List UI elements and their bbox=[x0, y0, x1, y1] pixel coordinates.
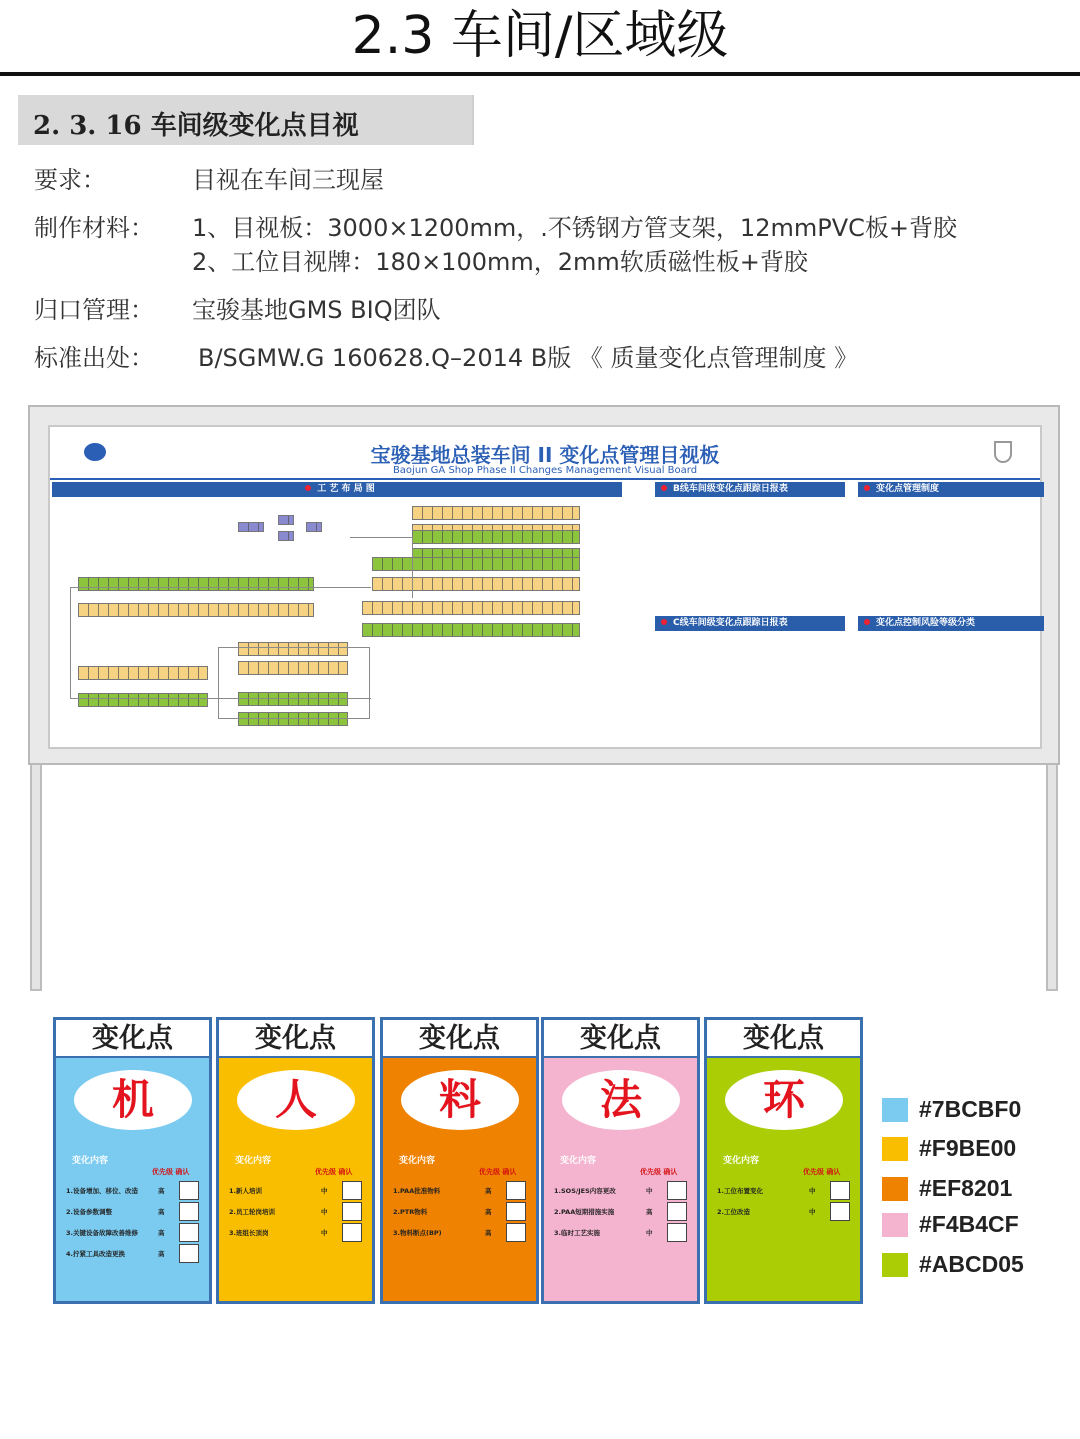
legend-swatch bbox=[882, 1177, 908, 1201]
field-value: 目视在车间三现屋 bbox=[192, 166, 384, 194]
card-item: 1.PAA批准物料 bbox=[393, 1187, 441, 1195]
layout-section-title: 工 艺 布 局 图 bbox=[317, 484, 375, 494]
card-content-label: 变化内容 bbox=[235, 1156, 272, 1166]
card-item: 3.班组长顶岗 bbox=[229, 1229, 269, 1237]
card-item-level: 高 bbox=[158, 1250, 165, 1258]
card-column-headers: 优先级 确认 bbox=[479, 1168, 517, 1176]
board-subtitle: Baojun GA Shop Phase II Changes Management Visual Board bbox=[392, 465, 698, 476]
card-item: 1.设备增加、移位、改造 bbox=[66, 1187, 138, 1195]
legend-swatch bbox=[882, 1137, 908, 1161]
field-label: 归口管理： bbox=[34, 296, 154, 324]
card-item-checkbox[interactable] bbox=[667, 1223, 687, 1242]
legend-label: #EF8201 bbox=[919, 1175, 1013, 1201]
card-header: 变化点 bbox=[544, 1020, 697, 1058]
legend-swatch bbox=[882, 1098, 908, 1122]
card-column-headers: 优先级 确认 bbox=[640, 1168, 678, 1176]
card-column-headers: 优先级 确认 bbox=[315, 1168, 353, 1176]
board-header-rule bbox=[50, 478, 1040, 480]
field-value: 宝骏基地GMS BIQ团队 bbox=[192, 296, 441, 324]
card-item-checkbox[interactable] bbox=[667, 1202, 687, 1221]
card-item: 3.物料断点(BP) bbox=[393, 1229, 442, 1237]
legend-label: #7BCBF0 bbox=[919, 1096, 1022, 1122]
card-item-level: 高 bbox=[485, 1229, 492, 1237]
card-content-label: 变化内容 bbox=[560, 1156, 597, 1166]
card-item: 2.设备参数调整 bbox=[66, 1208, 112, 1216]
card-category: 法 bbox=[562, 1070, 680, 1130]
card-header: 变化点 bbox=[707, 1020, 860, 1058]
card-item-checkbox[interactable] bbox=[342, 1202, 362, 1221]
rules-bar bbox=[858, 482, 1044, 497]
c-line-report-title: C线车间级变化点跟踪日报表 bbox=[673, 618, 788, 628]
card-category: 机 bbox=[74, 1070, 192, 1130]
card-column-headers: 优先级 确认 bbox=[152, 1168, 190, 1176]
rules-title: 变化点管理制度 bbox=[876, 484, 940, 494]
board-title: 宝骏基地总装车间 II 变化点管理目视板 bbox=[370, 443, 720, 467]
change-card-machine bbox=[53, 1017, 212, 1304]
card-item-checkbox[interactable] bbox=[506, 1223, 526, 1242]
card-item-checkbox[interactable] bbox=[179, 1223, 199, 1242]
card-category: 环 bbox=[725, 1070, 843, 1130]
card-item-checkbox[interactable] bbox=[667, 1181, 687, 1200]
field-label: 制作材料： bbox=[34, 214, 154, 242]
field-value: 2、工位目视牌：180×100mm，2mm软质磁性板+背胶 bbox=[192, 248, 808, 276]
change-card-material bbox=[380, 1017, 539, 1304]
card-item-level: 中 bbox=[809, 1187, 816, 1195]
card-item-checkbox[interactable] bbox=[179, 1244, 199, 1263]
field-value: B/SGMW.G 160628.Q–2014 B版 《 质量变化点管理制度 》 bbox=[198, 344, 859, 372]
board-leg-left bbox=[30, 763, 42, 991]
card-item-level: 中 bbox=[321, 1229, 328, 1237]
card-item-checkbox[interactable] bbox=[506, 1181, 526, 1200]
card-item-checkbox[interactable] bbox=[342, 1181, 362, 1200]
legend-label: #F9BE00 bbox=[919, 1135, 1017, 1161]
risk-class-title: 变化点控制风险等级分类 bbox=[876, 618, 976, 628]
card-item-checkbox[interactable] bbox=[179, 1202, 199, 1221]
b-line-report-title: B线车间级变化点跟踪日报表 bbox=[673, 484, 788, 494]
card-item: 3.临时工艺实施 bbox=[554, 1229, 600, 1237]
legend-label: #F4B4CF bbox=[919, 1211, 1019, 1237]
card-content-label: 变化内容 bbox=[72, 1156, 109, 1166]
change-card-method bbox=[541, 1017, 700, 1304]
card-item: 1.新人培训 bbox=[229, 1187, 262, 1195]
title-divider bbox=[0, 72, 1080, 76]
card-category: 人 bbox=[237, 1070, 355, 1130]
card-item-level: 高 bbox=[485, 1208, 492, 1216]
card-item-level: 中 bbox=[646, 1229, 653, 1237]
card-item-level: 高 bbox=[158, 1208, 165, 1216]
b-line-report-bar bbox=[655, 482, 845, 497]
risk-class-bar bbox=[858, 616, 1044, 631]
legend-label: #ABCD05 bbox=[919, 1251, 1024, 1277]
card-item-checkbox[interactable] bbox=[830, 1181, 850, 1200]
page-title: 2.3 车间/区域级 bbox=[351, 6, 729, 66]
change-card-man bbox=[216, 1017, 375, 1304]
card-item-level: 中 bbox=[646, 1187, 653, 1195]
field-label: 要求： bbox=[34, 166, 106, 194]
card-item: 2.员工轮岗培训 bbox=[229, 1208, 275, 1216]
field-value: 1、目视板：3000×1200mm，.不锈钢方管支架，12mmPVC板+背胶 bbox=[192, 214, 957, 242]
card-header: 变化点 bbox=[219, 1020, 372, 1058]
board-leg-right bbox=[1046, 763, 1058, 991]
card-item: 2.工位改造 bbox=[717, 1208, 750, 1216]
card-item: 3.关键设备故障改善维修 bbox=[66, 1229, 138, 1237]
card-category: 料 bbox=[401, 1070, 519, 1130]
card-content-label: 变化内容 bbox=[723, 1156, 760, 1166]
card-column-headers: 优先级 确认 bbox=[803, 1168, 841, 1176]
legend-swatch bbox=[882, 1253, 908, 1277]
card-item-checkbox[interactable] bbox=[830, 1202, 850, 1221]
card-header: 变化点 bbox=[56, 1020, 209, 1058]
card-item-level: 高 bbox=[646, 1208, 653, 1216]
card-item: 2.PTR物料 bbox=[393, 1208, 428, 1216]
card-item-level: 中 bbox=[321, 1208, 328, 1216]
card-item-checkbox[interactable] bbox=[342, 1223, 362, 1242]
card-header: 变化点 bbox=[383, 1020, 536, 1058]
section-heading bbox=[18, 95, 474, 145]
card-content-label: 变化内容 bbox=[399, 1156, 436, 1166]
card-item-level: 高 bbox=[485, 1187, 492, 1195]
card-item: 1.工位布置变化 bbox=[717, 1187, 763, 1195]
c-line-report-bar bbox=[655, 616, 845, 631]
visual-board-panel bbox=[48, 425, 1042, 749]
section-heading-text: 2. 3. 16 车间级变化点目视 bbox=[33, 111, 359, 141]
change-card-environment bbox=[704, 1017, 863, 1304]
visual-board bbox=[28, 405, 1060, 765]
legend-swatch bbox=[882, 1213, 908, 1237]
card-item-checkbox[interactable] bbox=[179, 1181, 199, 1200]
layout-section-bar bbox=[52, 482, 622, 497]
card-item: 1.SOS/JES内容更改 bbox=[554, 1187, 616, 1195]
card-item-level: 中 bbox=[809, 1208, 816, 1216]
card-item: 4.拧紧工具改造更换 bbox=[66, 1250, 125, 1258]
card-item: 2.PAA短期措施实施 bbox=[554, 1208, 615, 1216]
field-label: 标准出处： bbox=[34, 344, 154, 372]
card-item-level: 高 bbox=[158, 1229, 165, 1237]
card-item-level: 中 bbox=[321, 1187, 328, 1195]
card-item-checkbox[interactable] bbox=[506, 1202, 526, 1221]
card-item-level: 高 bbox=[158, 1187, 165, 1195]
